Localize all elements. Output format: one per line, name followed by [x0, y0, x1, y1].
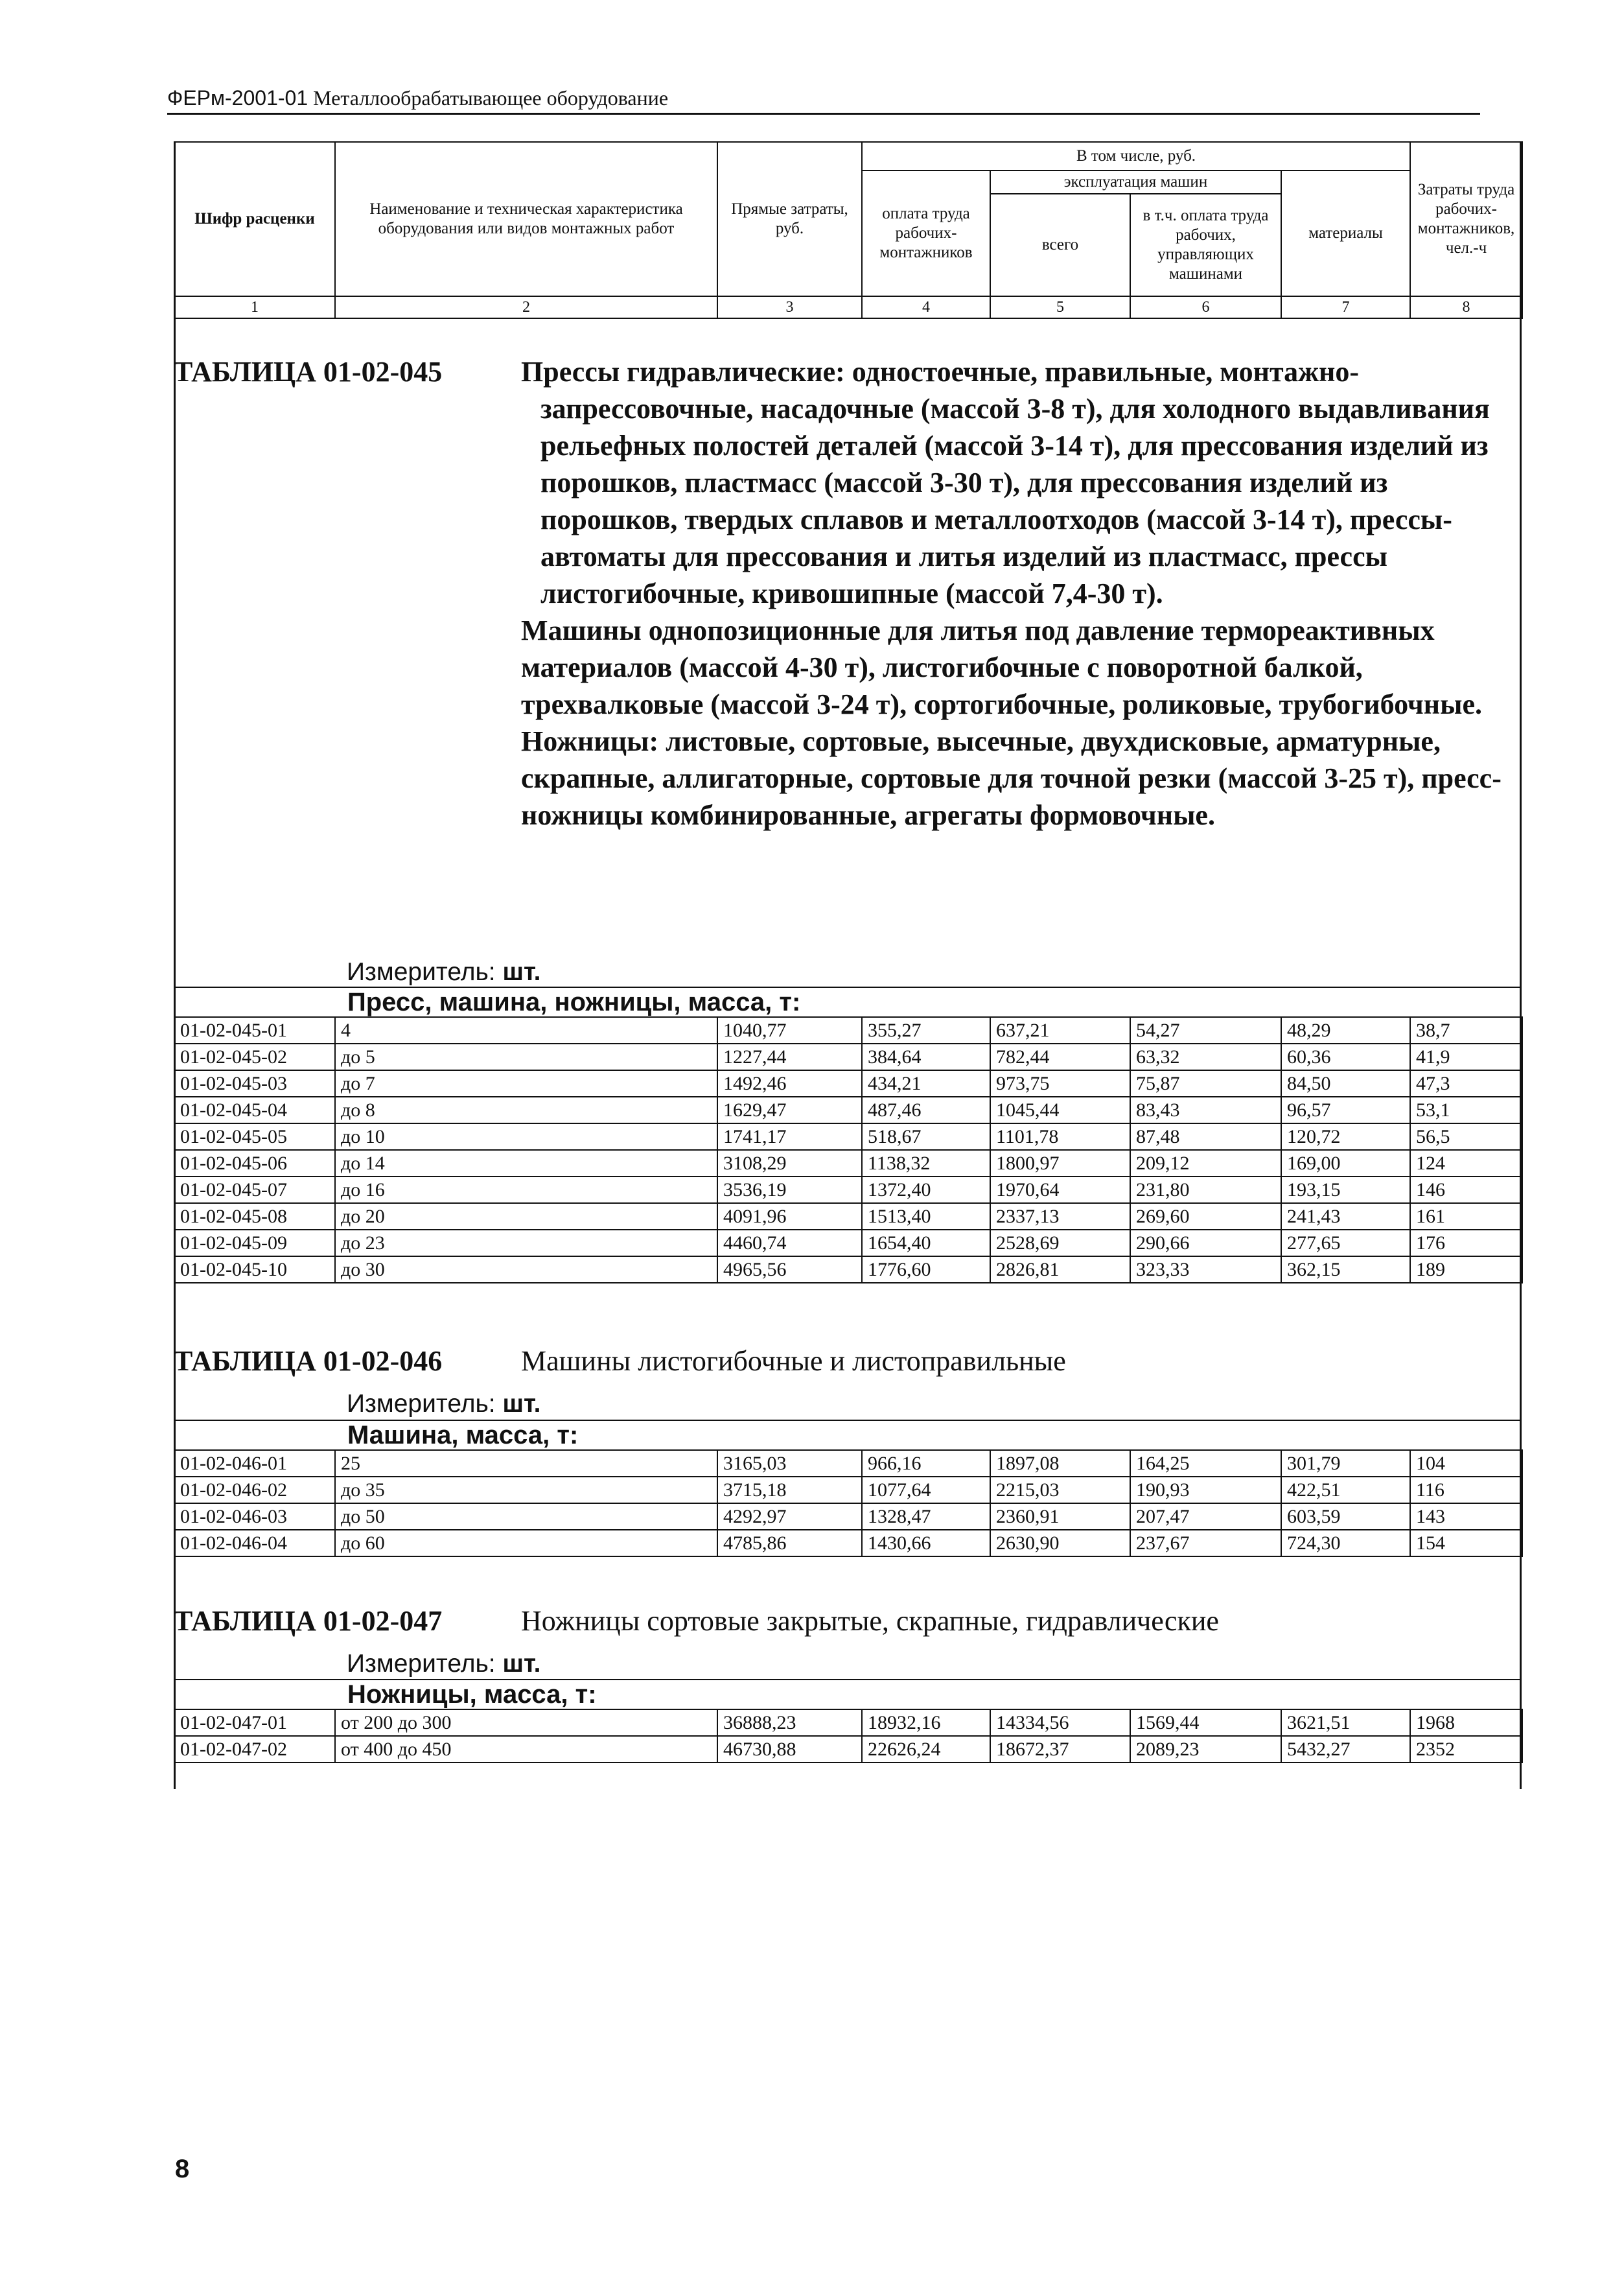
table-cell: 323,33: [1130, 1256, 1281, 1283]
table-cell: 169,00: [1281, 1150, 1410, 1177]
table-cell: от 400 до 450: [335, 1736, 717, 1763]
table-cell: 3108,29: [717, 1150, 862, 1177]
table-045-data: [174, 1016, 1523, 1283]
table-cell: 38,7: [1410, 1017, 1522, 1044]
table-cell: 1513,40: [862, 1203, 990, 1230]
table-cell: 14334,56: [990, 1709, 1130, 1736]
table-cell: 231,80: [1130, 1177, 1281, 1203]
table-cell: 2352: [1410, 1736, 1522, 1763]
table-cell: 384,64: [862, 1044, 990, 1070]
page-header: [167, 83, 1480, 115]
table-cell: до 35: [335, 1477, 717, 1503]
measure-label: Измеритель:: [347, 1650, 496, 1678]
table-cell: 53,1: [1410, 1097, 1522, 1123]
rate-code-cell: 01-02-046-04: [174, 1530, 335, 1556]
measure-line: [347, 1390, 540, 1418]
table-cell: 2337,13: [990, 1203, 1130, 1230]
document-title: Металлообрабатывающее оборудование: [313, 86, 669, 110]
rate-code-cell: 01-02-047-01: [174, 1709, 335, 1736]
col-number: 7: [1281, 296, 1410, 318]
table-cell: 116: [1410, 1477, 1522, 1503]
table-047-subheader: [174, 1679, 1522, 1709]
table-cell: 277,65: [1281, 1230, 1410, 1256]
table-cell: 782,44: [990, 1044, 1130, 1070]
table-cell: 3536,19: [717, 1177, 862, 1203]
table-cell: от 200 до 300: [335, 1709, 717, 1736]
table-cell: 724,30: [1281, 1530, 1410, 1556]
table-cell: 96,57: [1281, 1097, 1410, 1123]
col-number: 2: [335, 296, 717, 318]
col-direct-header: Прямые затраты, руб.: [717, 142, 862, 296]
rate-code-cell: 01-02-045-06: [174, 1150, 335, 1177]
column-numbers-row: [174, 296, 1522, 318]
col-total-header: всего: [990, 194, 1130, 296]
table-cell: 1492,46: [717, 1070, 862, 1097]
table-cell: 487,46: [862, 1097, 990, 1123]
table-cell: 48,29: [1281, 1017, 1410, 1044]
rate-code-cell: 01-02-045-05: [174, 1123, 335, 1150]
table-cell: 124: [1410, 1150, 1522, 1177]
col-hours-header: Затраты труда рабочих-монтажников, чел.-ч: [1410, 142, 1522, 296]
table-cell: 603,59: [1281, 1503, 1410, 1530]
table-cell: до 10: [335, 1123, 717, 1150]
table-cell: 2826,81: [990, 1256, 1130, 1283]
table-row: [174, 1097, 1522, 1123]
table-cell: 75,87: [1130, 1070, 1281, 1097]
table-cell: 1040,77: [717, 1017, 862, 1044]
table-cell: 290,66: [1130, 1230, 1281, 1256]
table-cell: 5432,27: [1281, 1736, 1410, 1763]
table-cell: 120,72: [1281, 1123, 1410, 1150]
description-paragraph: Машины однопозиционные для литья под давление термореактивных материалов (массой 4-30 т), листогибочные с поворотной балкой, трехвалковые (массой 3-24 т), сортогибочные, роликовые, трубогибочные.: [521, 615, 1482, 720]
table-045-title: [174, 353, 1502, 831]
measure-unit: шт.: [502, 1390, 541, 1418]
subheader-text: Ножницы, масса, т:: [347, 1680, 597, 1709]
table-cell: 2360,91: [990, 1503, 1130, 1530]
table-cell: 84,50: [1281, 1070, 1410, 1097]
table-row: [174, 1017, 1522, 1044]
rate-code-cell: 01-02-045-07: [174, 1177, 335, 1203]
table-cell: 1328,47: [862, 1503, 990, 1530]
measure-line: [347, 1650, 540, 1678]
table-cell: 1741,17: [717, 1123, 862, 1150]
rate-code-cell: 01-02-045-09: [174, 1230, 335, 1256]
table-cell: 1430,66: [862, 1530, 990, 1556]
table-cell: 193,15: [1281, 1177, 1410, 1203]
rate-code-cell: 01-02-045-03: [174, 1070, 335, 1097]
measure-line: [347, 958, 540, 987]
table-cell: 154: [1410, 1530, 1522, 1556]
table-cell: до 50: [335, 1503, 717, 1530]
col-machine-labor-header: в т.ч. оплата труда рабочих, управляющих машинами: [1130, 194, 1281, 296]
rate-code-cell: 01-02-046-01: [174, 1450, 335, 1477]
col-number: 6: [1130, 296, 1281, 318]
table-cell: до 7: [335, 1070, 717, 1097]
table-cell: 3621,51: [1281, 1709, 1410, 1736]
table-046-data: [174, 1449, 1523, 1557]
table-cell: 4460,74: [717, 1230, 862, 1256]
table-description: [521, 353, 1519, 834]
subheader-text: Машина, масса, т:: [347, 1421, 579, 1449]
table-cell: 1045,44: [990, 1097, 1130, 1123]
table-row: [174, 1044, 1522, 1070]
table-045-subheader: [174, 987, 1522, 1016]
table-cell: 190,93: [1130, 1477, 1281, 1503]
rate-code-cell: 01-02-045-02: [174, 1044, 335, 1070]
table-cell: 46730,88: [717, 1736, 862, 1763]
table-cell: 1101,78: [990, 1123, 1130, 1150]
table-cell: 18932,16: [862, 1709, 990, 1736]
table-cell: 56,5: [1410, 1123, 1522, 1150]
column-header-table: [174, 141, 1523, 319]
col-labor-header: оплата труда рабочих-монтажников: [862, 170, 990, 296]
measure-unit: шт.: [502, 1650, 541, 1678]
table-cell: 4965,56: [717, 1256, 862, 1283]
measure-unit: шт.: [502, 958, 541, 986]
table-label: ТАБЛИЦА 01-02-047: [174, 1605, 443, 1637]
table-cell: 207,47: [1130, 1503, 1281, 1530]
document-code: ФЕРм-2001-01: [167, 86, 308, 110]
table-row: [174, 1070, 1522, 1097]
table-cell: 63,32: [1130, 1044, 1281, 1070]
table-row: [174, 1230, 1522, 1256]
table-row: [174, 1530, 1522, 1556]
description-paragraph: Прессы гидравлические: одностоечные, правильные, монтажно-запрессовочные, насадочные (массой 3-8 т), для холодного выдавливания рельефных полостей деталей (массой 3-14 т), для прессования изделий из порошков, пластмасс (массой 3-30 т), для прессования изделий из порошков, твердых сплавов и металлоотходов (массой 3-14 т), прессы-автоматы для прессования и литья изделий из пластмасс, прессы листогибочные, кривошипные (массой 7,4-30 т).: [521, 356, 1490, 609]
table-cell: до 30: [335, 1256, 717, 1283]
table-046-subheader: [174, 1420, 1522, 1449]
table-cell: 518,67: [862, 1123, 990, 1150]
table-row: [174, 1123, 1522, 1150]
table-cell: до 23: [335, 1230, 717, 1256]
table-cell: 241,43: [1281, 1203, 1410, 1230]
table-row: [174, 1150, 1522, 1177]
table-cell: 47,3: [1410, 1070, 1522, 1097]
table-cell: 2089,23: [1130, 1736, 1281, 1763]
table-cell: 161: [1410, 1203, 1522, 1230]
table-cell: 966,16: [862, 1450, 990, 1477]
table-cell: 25: [335, 1450, 717, 1477]
rate-code-cell: 01-02-045-04: [174, 1097, 335, 1123]
measure-label: Измеритель:: [347, 1390, 496, 1418]
table-cell: до 5: [335, 1044, 717, 1070]
col-number: 8: [1410, 296, 1522, 318]
table-047-title: [174, 1602, 1219, 1639]
rate-code-cell: 01-02-046-03: [174, 1503, 335, 1530]
table-cell: 973,75: [990, 1070, 1130, 1097]
description-paragraph: Ножницы: листовые, сортовые, высечные, двухдисковые, арматурные, скрапные, аллигаторные, сортовые для точной резки (массой 3-25 т), пресс-ножницы комбинированные, агрегаты формовочные.: [521, 725, 1502, 831]
table-row: [174, 1203, 1522, 1230]
table-cell: 1138,32: [862, 1150, 990, 1177]
table-cell: до 16: [335, 1177, 717, 1203]
table-row: [174, 1709, 1522, 1736]
table-cell: 434,21: [862, 1070, 990, 1097]
table-description: Ножницы сортовые закрытые, скрапные, гидравлические: [521, 1605, 1219, 1637]
table-cell: 362,15: [1281, 1256, 1410, 1283]
table-cell: 60,36: [1281, 1044, 1410, 1070]
table-cell: до 60: [335, 1530, 717, 1556]
table-row: [174, 1177, 1522, 1203]
table-cell: 1569,44: [1130, 1709, 1281, 1736]
table-row: [174, 1256, 1522, 1283]
table-cell: 189: [1410, 1256, 1522, 1283]
table-description: Машины листогибочные и листоправильные: [521, 1345, 1066, 1377]
table-cell: 3165,03: [717, 1450, 862, 1477]
col-number: 5: [990, 296, 1130, 318]
table-cell: 18672,37: [990, 1736, 1130, 1763]
table-cell: 1776,60: [862, 1256, 990, 1283]
table-cell: 3715,18: [717, 1477, 862, 1503]
rate-code-cell: 01-02-045-08: [174, 1203, 335, 1230]
table-label: ТАБЛИЦА 01-02-046: [174, 1345, 443, 1377]
table-cell: 36888,23: [717, 1709, 862, 1736]
table-cell: до 8: [335, 1097, 717, 1123]
col-incl-header: В том числе, руб.: [862, 142, 1410, 170]
table-label: ТАБЛИЦА 01-02-045: [174, 356, 443, 388]
table-cell: 2528,69: [990, 1230, 1130, 1256]
rate-code-cell: 01-02-045-01: [174, 1017, 335, 1044]
table-cell: 104: [1410, 1450, 1522, 1477]
page-number: 8: [175, 2155, 190, 2183]
col-code-header: Шифр расценки: [174, 142, 335, 296]
table-cell: 41,9: [1410, 1044, 1522, 1070]
table-cell: 1897,08: [990, 1450, 1130, 1477]
table-cell: 237,67: [1130, 1530, 1281, 1556]
table-cell: до 20: [335, 1203, 717, 1230]
table-cell: 1654,40: [862, 1230, 990, 1256]
table-047-data: [174, 1709, 1523, 1763]
table-row: [174, 1503, 1522, 1530]
table-cell: 209,12: [1130, 1150, 1281, 1177]
measure-label: Измеритель:: [347, 958, 496, 986]
table-row: [174, 1736, 1522, 1763]
col-machines-header: эксплуатация машин: [990, 170, 1281, 194]
table-row: [174, 1477, 1522, 1503]
col-number: 3: [717, 296, 862, 318]
table-cell: 1227,44: [717, 1044, 862, 1070]
col-number: 4: [862, 296, 990, 318]
table-cell: 269,60: [1130, 1203, 1281, 1230]
table-cell: 54,27: [1130, 1017, 1281, 1044]
table-cell: 355,27: [862, 1017, 990, 1044]
table-cell: 2630,90: [990, 1530, 1130, 1556]
rate-code-cell: 01-02-046-02: [174, 1477, 335, 1503]
table-cell: 176: [1410, 1230, 1522, 1256]
table-cell: 164,25: [1130, 1450, 1281, 1477]
table-cell: 1970,64: [990, 1177, 1130, 1203]
table-cell: 4785,86: [717, 1530, 862, 1556]
table-cell: до 14: [335, 1150, 717, 1177]
table-cell: 1372,40: [862, 1177, 990, 1203]
table-cell: 301,79: [1281, 1450, 1410, 1477]
table-cell: 1800,97: [990, 1150, 1130, 1177]
table-cell: 143: [1410, 1503, 1522, 1530]
table-cell: 22626,24: [862, 1736, 990, 1763]
rate-code-cell: 01-02-047-02: [174, 1736, 335, 1763]
table-row: [174, 1450, 1522, 1477]
table-cell: 1077,64: [862, 1477, 990, 1503]
table-cell: 1968: [1410, 1709, 1522, 1736]
table-cell: 4292,97: [717, 1503, 862, 1530]
rate-code-cell: 01-02-045-10: [174, 1256, 335, 1283]
subheader-text: Пресс, машина, ножницы, масса, т:: [347, 988, 801, 1016]
col-materials-header: материалы: [1281, 170, 1410, 296]
table-cell: 146: [1410, 1177, 1522, 1203]
table-cell: 4091,96: [717, 1203, 862, 1230]
table-cell: 87,48: [1130, 1123, 1281, 1150]
table-046-title: [174, 1342, 1066, 1379]
table-cell: 2215,03: [990, 1477, 1130, 1503]
table-cell: 422,51: [1281, 1477, 1410, 1503]
col-number: 1: [174, 296, 335, 318]
table-cell: 4: [335, 1017, 717, 1044]
table-cell: 1629,47: [717, 1097, 862, 1123]
col-name-header: Наименование и техническая характеристика оборудования или видов монтажных работ: [335, 142, 717, 296]
table-cell: 83,43: [1130, 1097, 1281, 1123]
table-cell: 637,21: [990, 1017, 1130, 1044]
